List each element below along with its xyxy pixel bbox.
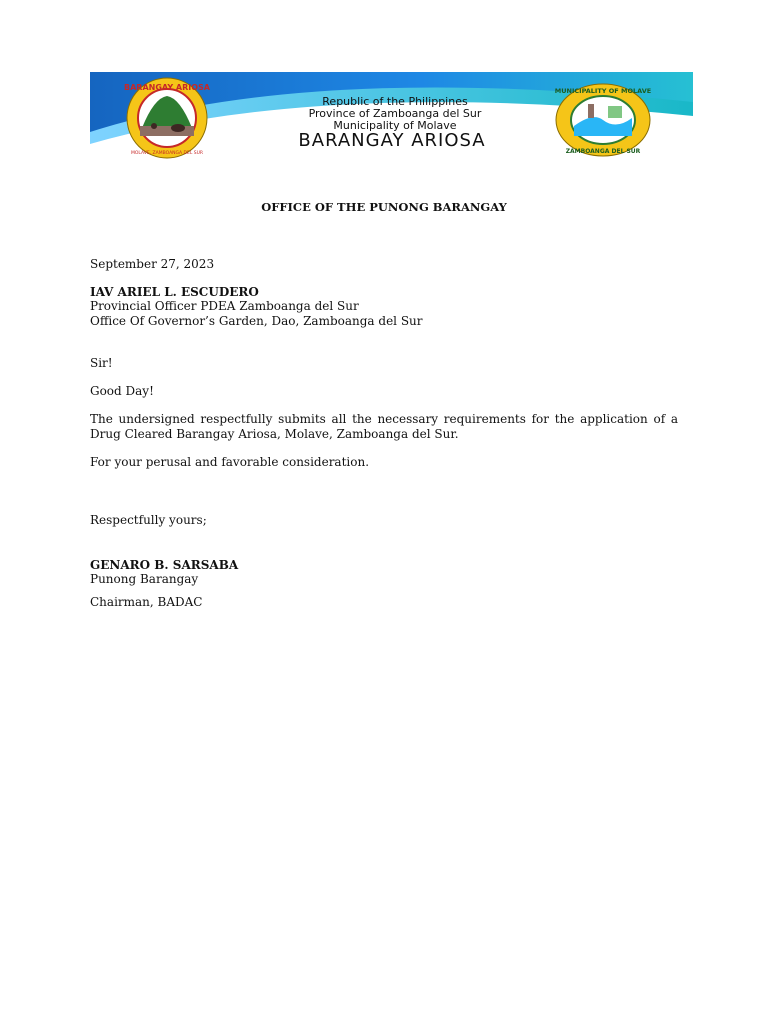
seal-left-top-text: BARANGAY ARIOSA bbox=[124, 83, 210, 92]
seal-right-top-text: MUNICIPALITY OF MOLAVE bbox=[554, 87, 652, 95]
signatory-role: Chairman, BADAC bbox=[90, 595, 203, 609]
recipient-position: Provincial Officer PDEA Zamboanga del Sur bbox=[90, 299, 359, 313]
letterhead-address bbox=[270, 96, 520, 132]
complimentary-close: Respectfully yours; bbox=[90, 513, 207, 527]
seal-left-bottom-text: MOLAVE, ZAMBOANGA DEL SUR bbox=[130, 151, 204, 156]
greeting: Good Day! bbox=[90, 384, 154, 398]
letterhead bbox=[90, 72, 693, 162]
signatory-name: GENARO B. SARSABA bbox=[90, 558, 239, 572]
letter-body: The undersigned respectfully submits all the necessary requirements for the application of a Drug Cleared Barangay Ariosa, Molave, Zamboanga del Sur. bbox=[90, 412, 678, 441]
letter-date: September 27, 2023 bbox=[90, 257, 215, 271]
letterhead-line-province: Province of Zamboanga del Sur bbox=[308, 107, 482, 120]
letterhead-line-republic: Republic of the Philippines bbox=[322, 95, 468, 108]
office-heading: OFFICE OF THE PUNONG BARANGAY bbox=[261, 200, 507, 214]
recipient-address: Office Of Governor’s Garden, Dao, Zamboanga del Sur bbox=[90, 314, 423, 328]
signatory-title: Punong Barangay bbox=[90, 572, 199, 586]
municipal-seal-icon bbox=[548, 82, 658, 158]
barangay-seal-icon bbox=[110, 76, 224, 160]
closing-line: For your perusal and favorable consideration. bbox=[90, 455, 370, 469]
letterhead-line-municipality: Municipality of Molave bbox=[333, 119, 457, 132]
letterhead-title: BARANGAY ARIOSA bbox=[298, 130, 486, 151]
seal-right-bottom-text: ZAMBOANGA DEL SUR bbox=[565, 148, 641, 155]
recipient-name: IAV ARIEL L. ESCUDERO bbox=[90, 285, 259, 299]
salutation: Sir! bbox=[90, 356, 113, 370]
